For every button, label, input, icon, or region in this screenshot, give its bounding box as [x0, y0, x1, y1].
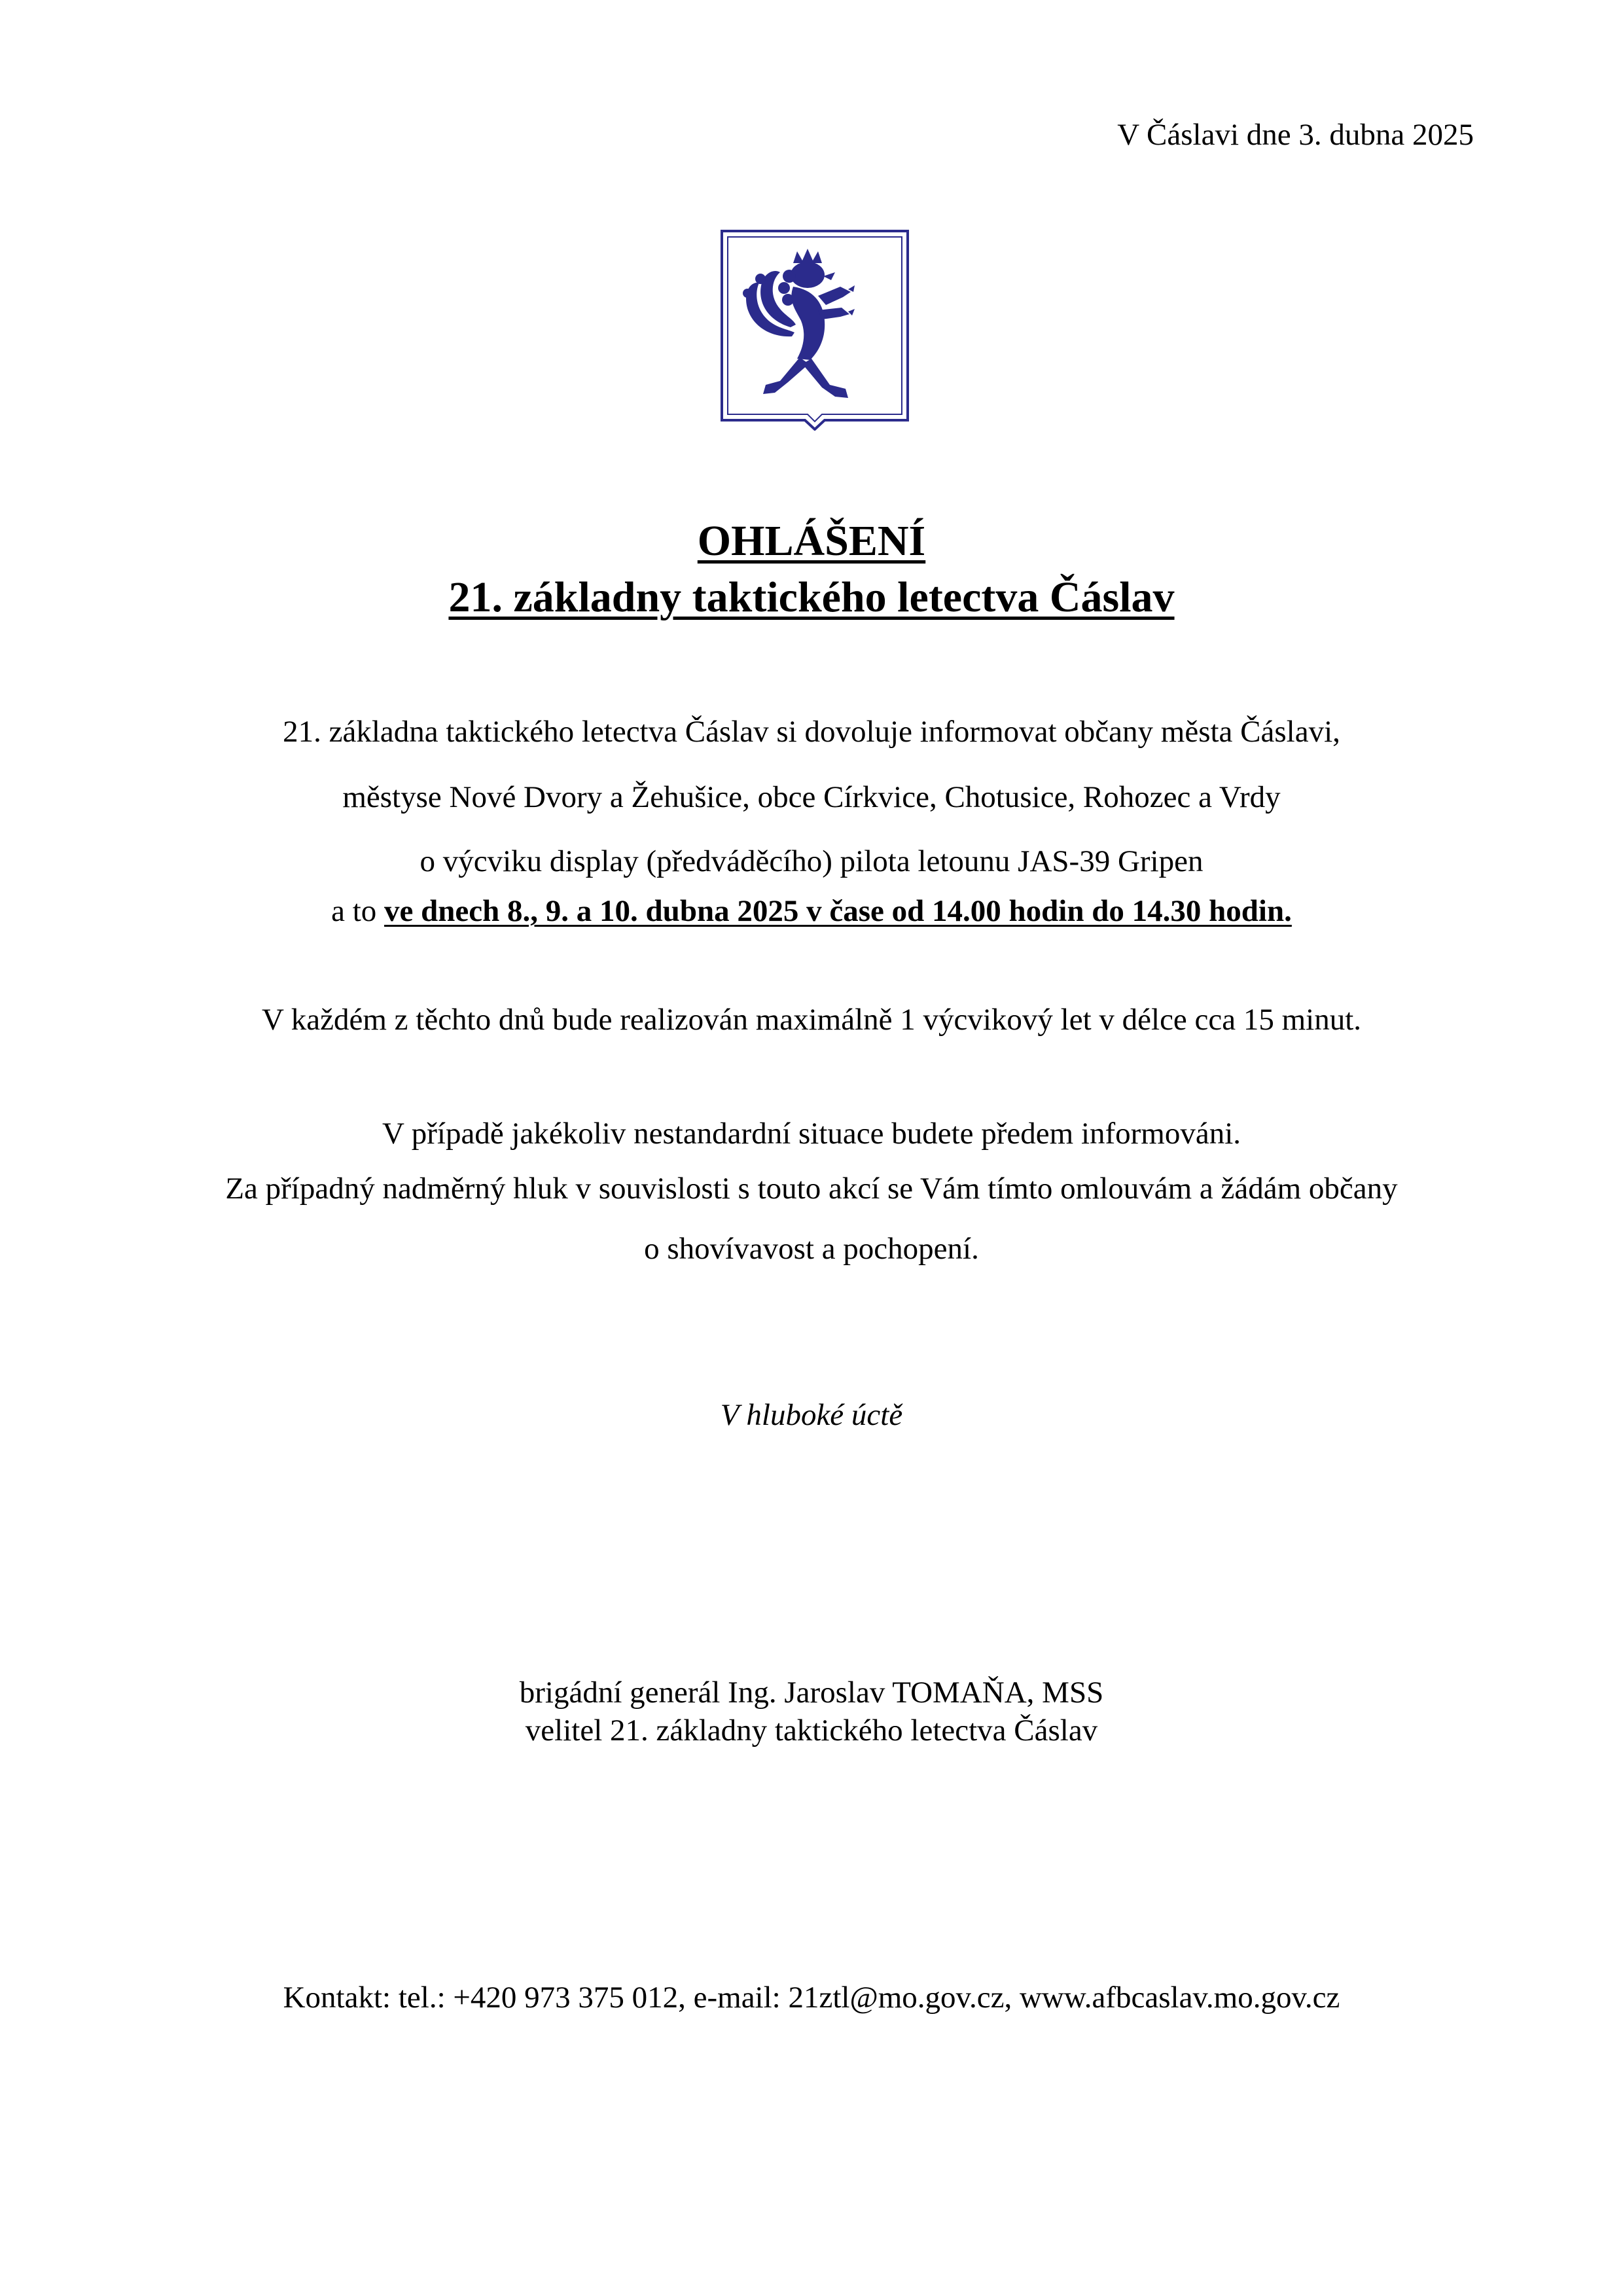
body-paragraph-2: V každém z těchto dnů bude realizován maximálně 1 výcvikový let v délce cca 15 minut.	[261, 1003, 1362, 1037]
announcement-subtitle: 21. základny taktického letectva Čáslav	[448, 573, 1175, 621]
document-date: V Čáslavi dne 3. dubna 2025	[1117, 118, 1474, 152]
schedule-dates: ve dnech 8., 9. a 10. dubna 2025 v čase od 14.00 hodin do 14.30 hodin.	[384, 894, 1292, 928]
body-paragraph-1-line-1: 21. základna taktického letectva Čáslav si dovoluje informovat občany města Čáslavi,	[283, 715, 1340, 749]
body-paragraph-3-line-1: V případě jakékoliv nestandardní situace budete předem informováni.	[382, 1117, 1241, 1151]
body-paragraph-3-line-2: Za případný nadměrný hluk v souvislosti s touto akcí se Vám tímto omlouvám a žádám občany	[225, 1172, 1398, 1206]
signature-name: brigádní generál Ing. Jaroslav TOMAŇA, MSS	[519, 1676, 1104, 1710]
body-paragraph-1-line-4	[0, 891, 1623, 931]
lion-coat-of-arms-icon	[720, 229, 910, 431]
announcement-title: OHLÁŠENÍ	[697, 517, 926, 565]
contact-line: Kontakt: tel.: +420 973 375 012, e-mail: 21ztl@mo.gov.cz, www.afbcaslav.mo.gov.cz	[283, 1981, 1340, 2015]
body-paragraph-1-line-3: o výcviku display (předváděcího) pilota letounu JAS-39 Gripen	[419, 844, 1204, 878]
schedule-intro: a to	[331, 894, 377, 928]
closing-salutation: V hluboké úctě	[720, 1398, 903, 1432]
signature-position: velitel 21. základny taktického letectva Čáslav	[525, 1713, 1098, 1748]
body-paragraph-3-line-3: o shovívavost a pochopení.	[644, 1232, 979, 1266]
body-paragraph-1-line-2: městyse Nové Dvory a Žehušice, obce Církvice, Chotusice, Rohozec a Vrdy	[342, 780, 1281, 814]
